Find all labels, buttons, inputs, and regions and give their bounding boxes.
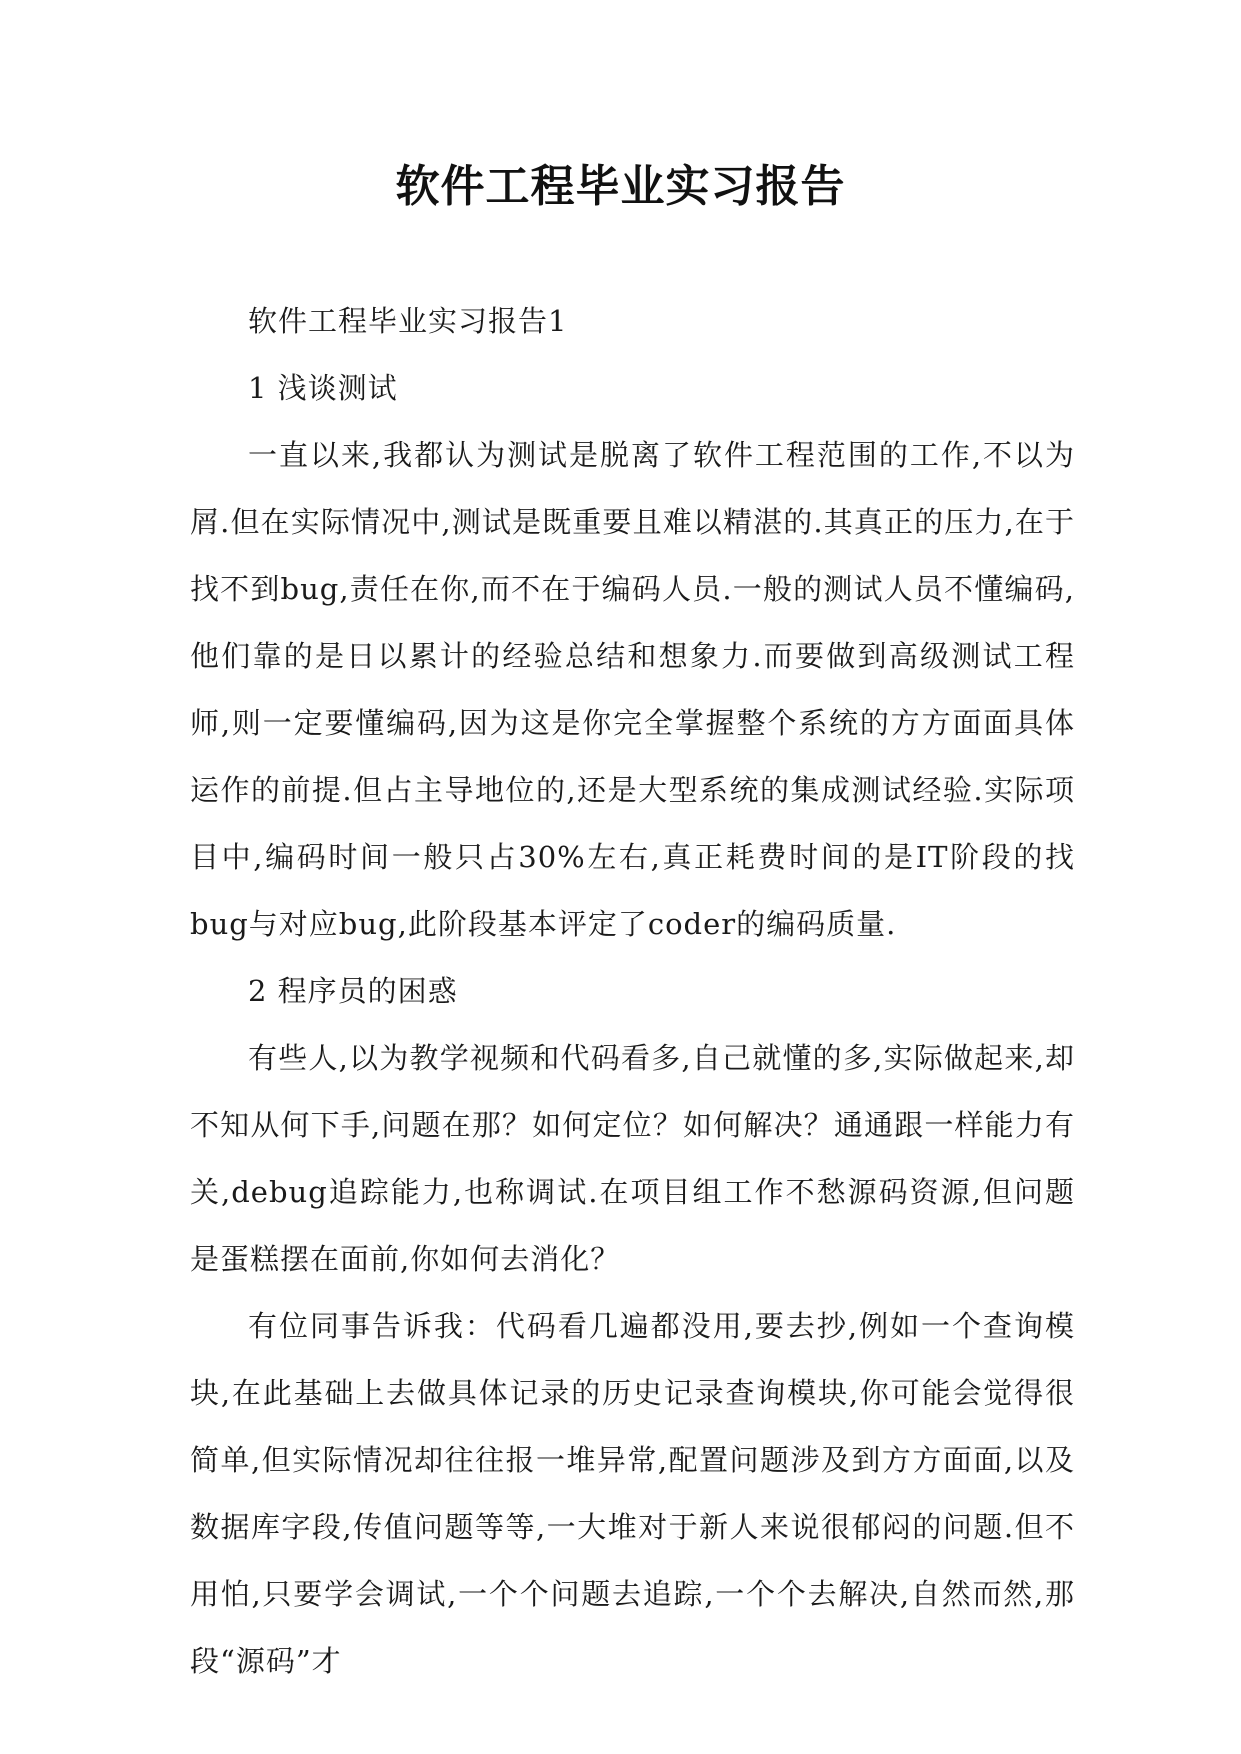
document-title: 软件工程毕业实习报告: [395, 161, 846, 212]
paragraph-testing: 一直以来,我都认为测试是脱离了软件工程范围的工作,不以为屑.但在实际情况中,测试是既重要且难以精湛的.其真正的压力,在于找不到bug,责任在你,而不在于编码人员.一般的测试人员不懂编码,他们靠的是日以累计的经验总结和想象力.而要做到高级测试工程师,则一定要懂编码,因为这是你完全掌握整个系统的方方面面具体运作的前提.但占主导地位的,还是大型系统的集成测试经验.实际项目中,编码时间一般只占30%左右,真正耗费时间的是IT阶段的找bug与对应bug,此阶段基本评定了coder的编码质量.: [190, 438, 1075, 941]
paragraph-colleague-advice: 有位同事告诉我：代码看几遍都没用,要去抄,例如一个查询模块,在此基础上去做具体记录的历史记录查询模块,你可能会觉得很简单,但实际情况却往往报一堆异常,配置问题涉及到方方面面,以及数据库字段,传值问题等等,一大堆对于新人来说很郁闷的问题.但不用怕,只要学会调试,一个个问题去追踪,一个个去解决,自然而然,那段“源码”才: [190, 1309, 1075, 1678]
paragraph-debugging: 有些人,以为教学视频和代码看多,自己就懂的多,实际做起来,却不知从何下手,问题在那？如何定位？如何解决？通通跟一样能力有关,debug追踪能力,也称调试.在项目组工作不愁源码资源,但问题是蛋糕摆在面前,你如何去消化？: [190, 1041, 1075, 1276]
section-heading-programmer-confusion: 2 程序员的困惑: [248, 974, 458, 1008]
document-body: [190, 288, 1075, 1695]
section-heading-testing: 1 浅谈测试: [248, 371, 398, 405]
report-subtitle: 软件工程毕业实习报告1: [248, 304, 568, 338]
